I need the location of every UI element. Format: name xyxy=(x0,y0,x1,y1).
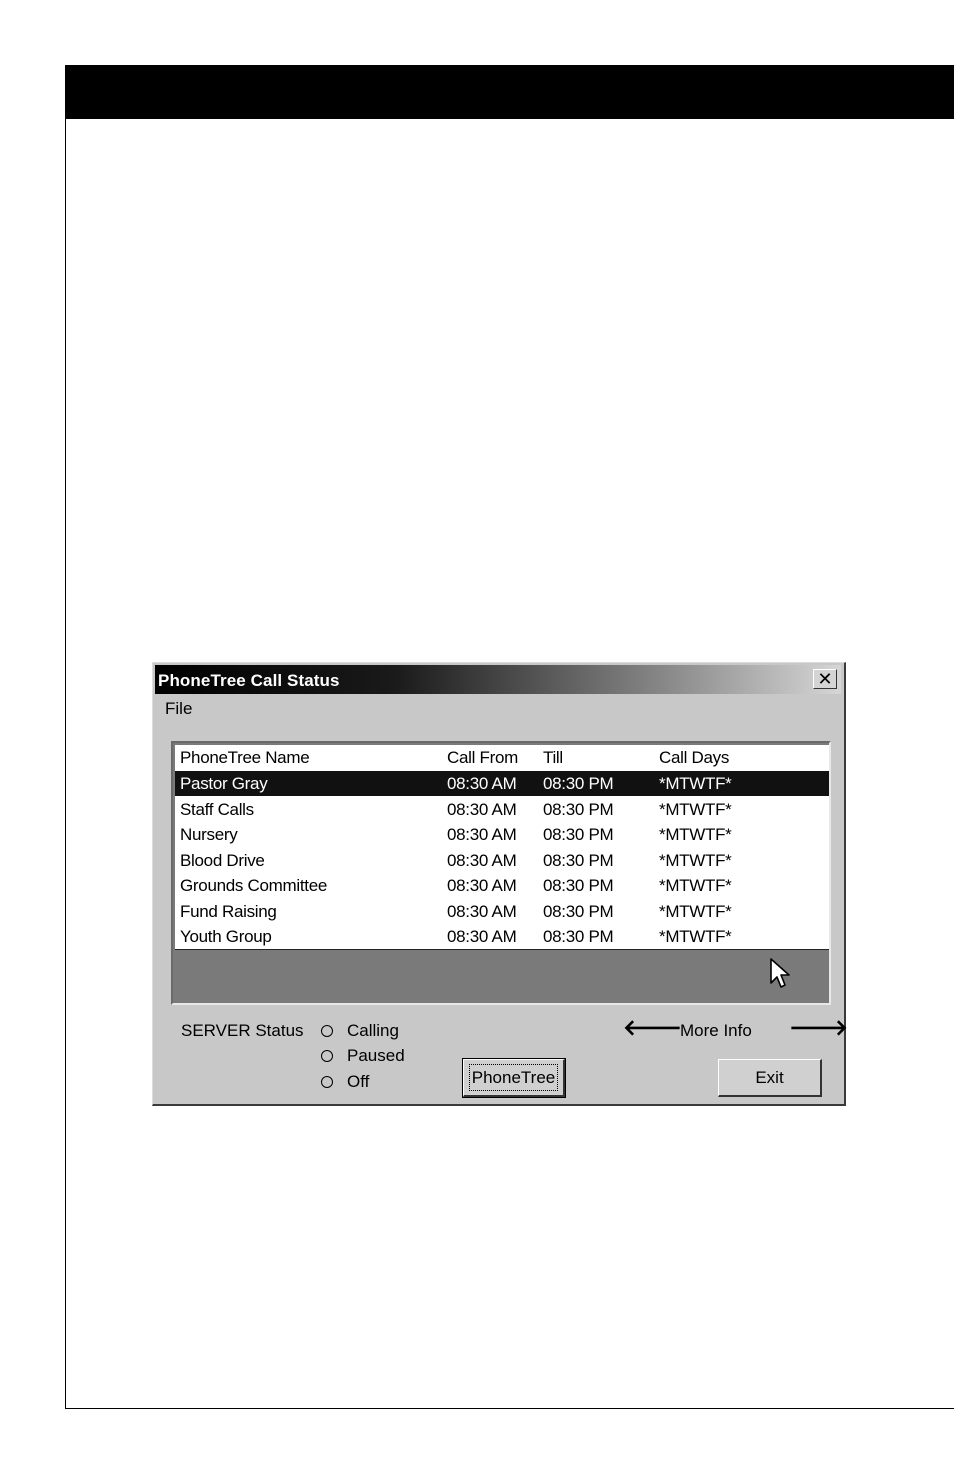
table-row[interactable] xyxy=(175,848,829,873)
column-header-name[interactable]: PhoneTree Name xyxy=(180,748,310,767)
table-row[interactable] xyxy=(175,924,829,949)
table-row[interactable] xyxy=(175,771,829,796)
row-till: 08:30 PM xyxy=(543,825,614,844)
list-rows xyxy=(175,745,829,949)
radio-calling-label: Calling xyxy=(347,1021,399,1040)
list-header xyxy=(175,745,829,770)
row-call-from: 08:30 AM xyxy=(447,825,517,844)
column-header-call-days[interactable]: Call Days xyxy=(659,748,730,767)
row-call-days: *MTWTF* xyxy=(659,774,732,793)
row-call-from: 08:30 AM xyxy=(447,799,517,819)
more-info-label[interactable]: More Info xyxy=(680,1021,752,1040)
arrow-left-icon[interactable]: 🡐 xyxy=(623,1015,682,1040)
table-row[interactable] xyxy=(175,797,829,822)
row-call-days: *MTWTF* xyxy=(659,876,732,895)
window-title: PhoneTree Call Status xyxy=(158,671,340,690)
radio-off-label: Off xyxy=(347,1072,370,1091)
radio-paused[interactable] xyxy=(321,1050,333,1062)
phonetree-list[interactable] xyxy=(171,741,831,1005)
row-till: 08:30 PM xyxy=(543,799,614,819)
mouse-pointer-icon xyxy=(769,957,791,991)
row-call-days: *MTWTF* xyxy=(659,901,732,921)
row-till: 08:30 PM xyxy=(543,850,614,870)
row-name: Blood Drive xyxy=(180,850,265,870)
row-till: 08:30 PM xyxy=(543,901,614,921)
row-call-from: 08:30 AM xyxy=(447,901,517,921)
row-call-from: 08:30 AM xyxy=(447,850,517,870)
row-name: Fund Raising xyxy=(180,901,277,921)
row-name: Pastor Gray xyxy=(180,774,268,793)
menu-file[interactable]: File xyxy=(165,699,193,718)
exit-button-label: Exit xyxy=(755,1068,784,1087)
phonetree-call-status-window xyxy=(152,662,846,1106)
row-call-from: 08:30 AM xyxy=(447,927,517,946)
row-call-days: *MTWTF* xyxy=(659,799,732,819)
phonetree-button-label: PhoneTree xyxy=(471,1068,556,1087)
row-till: 08:30 PM xyxy=(543,774,614,793)
server-status-label: SERVER Status xyxy=(181,1021,304,1040)
exit-button[interactable] xyxy=(718,1059,822,1097)
radio-calling[interactable] xyxy=(321,1025,333,1037)
arrow-right-icon[interactable]: 🡒 xyxy=(789,1015,848,1040)
column-header-call-from[interactable]: Call From xyxy=(447,748,518,767)
menu-bar xyxy=(165,699,192,719)
row-call-from: 08:30 AM xyxy=(447,876,517,895)
close-button[interactable] xyxy=(813,669,837,689)
row-till: 08:30 PM xyxy=(543,927,614,946)
column-header-till[interactable]: Till xyxy=(543,748,563,767)
table-row[interactable] xyxy=(175,873,829,898)
radio-off[interactable] xyxy=(321,1076,333,1088)
close-icon: ✕ xyxy=(817,669,833,689)
row-name: Nursery xyxy=(180,825,238,844)
page-header-bar xyxy=(65,65,954,119)
phonetree-button[interactable] xyxy=(463,1059,565,1097)
row-till: 08:30 PM xyxy=(543,876,614,895)
title-bar xyxy=(155,665,841,694)
row-call-days: *MTWTF* xyxy=(659,825,732,844)
row-call-days: *MTWTF* xyxy=(659,850,732,870)
table-row[interactable] xyxy=(175,899,829,924)
list-divider xyxy=(175,949,829,950)
row-name: Youth Group xyxy=(180,927,272,946)
table-row[interactable] xyxy=(175,822,829,847)
row-call-days: *MTWTF* xyxy=(659,927,732,946)
radio-paused-label: Paused xyxy=(347,1046,405,1065)
row-name: Grounds Committee xyxy=(180,876,328,895)
row-name: Staff Calls xyxy=(180,799,254,819)
row-call-from: 08:30 AM xyxy=(447,774,517,793)
